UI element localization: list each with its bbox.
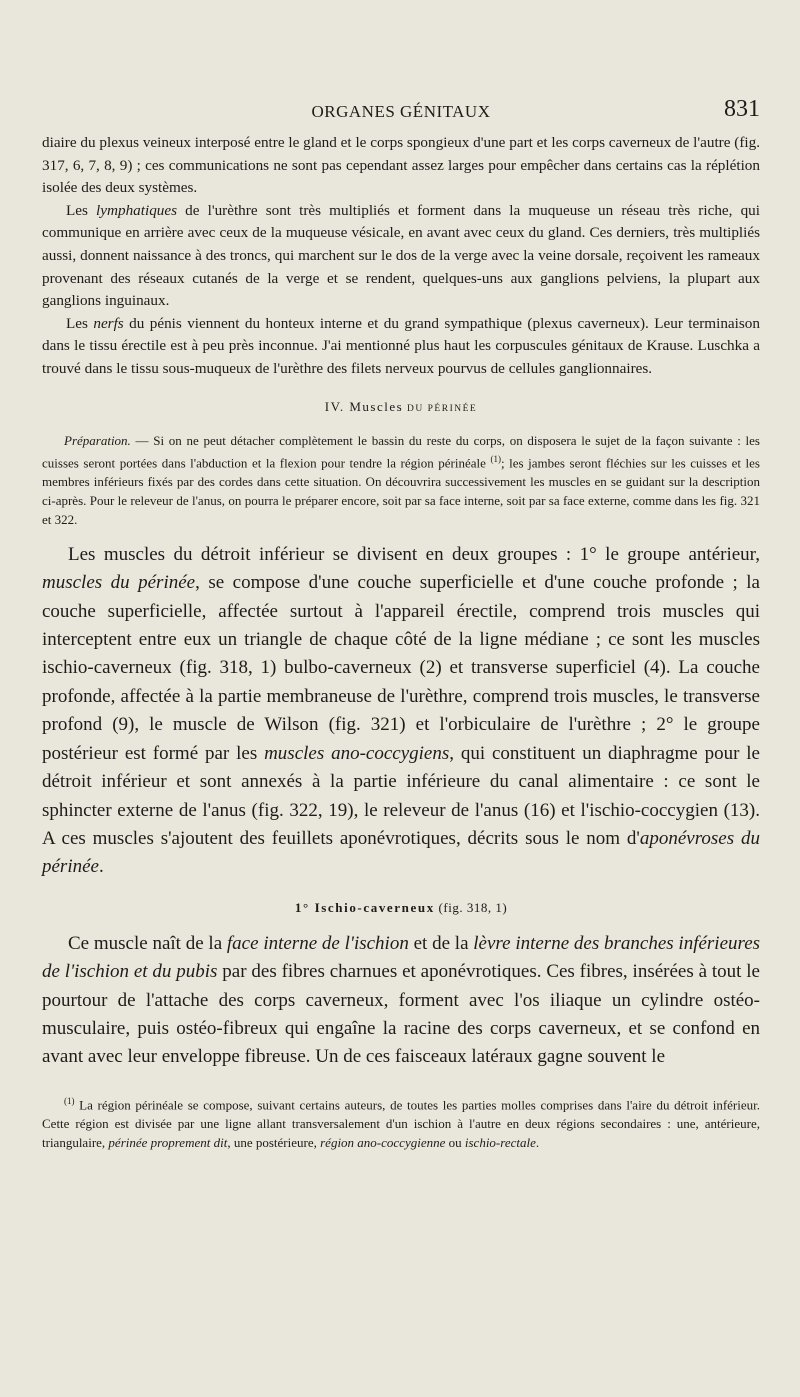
paragraph-text: diaire du plexus veineux interposé entre le gland et le corps spongieux d'une part et les corps caverneux de l'autre (fig. 317, 6, 7, 8, 9) ; ces communications ne sont pas cependant assez larges pour empêcher dans certains cas la réplétion isolée des deux systèmes. (42, 134, 760, 197)
section-title-word: Muscles (349, 398, 404, 414)
paragraph-ischio-caverneux (42, 930, 760, 1072)
paragraph-text: Les (66, 314, 94, 332)
paragraph-text: . (98, 856, 104, 878)
book-page (0, 90, 800, 1397)
paragraph-text: et de la (408, 932, 474, 954)
footnote (42, 1092, 760, 1152)
italic-term: muscles ano-coccygiens (264, 742, 450, 764)
subheading-ischio-caverneux (42, 900, 760, 916)
paragraph-muscles-groups (42, 541, 760, 882)
paragraph-text: de l'urèthre sont très multipliés et forment dans la muqueuse un réseau très riche, qui communique en arrière avec ceux de la muqueuse vésicale, en avant avec ceux du gland. Ces derniers, très multipliés aussi, donnent naissance à des troncs, qui marchent sur le dos de la verge avec la veine dorsale, reçoivent les rameaux provenant des réseaux cutanés de la verge et se rendent, quelques-uns aux ganglions pelviens, la plupart aux ganglions inguinaux. (42, 201, 760, 310)
preparation-text: ; les jambes seront fléchies sur les cuisses et les membres inférieurs fixés par des cordes dans cette situation. On découvrira successivement les muscles en se guidant sur la description ci-après. Pour le releveur de l'anus, on pourra le préparer encore, soit par sa face interne, soit par sa face externe, comme dans les fig. 321 et 322. (42, 454, 760, 527)
paragraph-text: , se compose d'une couche superficielle et d'une couche profonde ; la couche superficielle, affectée surtout à l'appareil érectile, comprend trois muscles qui interceptent entre eux un triangle de chaque côté de la ligne médiane ; ce sont les muscles ischio-caverneux (fig. 318, 1) bulbo-caverneux (2) et transverse superficiel (4). La couche profonde, affectée à la partie membraneuse de l'urèthre, comprend trois muscles, le transverse profond (9), le muscle de Wilson (fig. 321) et l'orbiculaire de l'urèthre ; 2° le groupe postérieur est formé par les (42, 572, 760, 764)
paragraph-text: , qui constituent un diaphragme pour le détroit inférieur et sont annexés à la partie inférieure du canal alimentaire : ce sont le sphincter externe de l'anus (fig. 322, 19), le releveur de l'anus (16) et l'ischio-coccygien (13). A ces muscles s'ajoutent des feuillets aponévrotiques, décrits sous le nom d' (42, 742, 760, 849)
footnote-mark: (1) (64, 1095, 75, 1106)
preparation-label: Préparation. (64, 432, 131, 448)
paragraph-plexus (42, 132, 760, 200)
footnote-mark: (1) (490, 453, 501, 464)
paragraph-lymphatiques (42, 200, 760, 313)
footnote-text: , une postérieure, (227, 1135, 321, 1151)
page-number: 831 (724, 96, 760, 122)
footnote-text: . (535, 1135, 540, 1151)
italic-term: périnée proprement dit (108, 1135, 228, 1151)
preparation-note (42, 431, 760, 529)
footnote-text: La région périnéale se compose, suivant certains auteurs, de toutes les parties molles comprises dans l'aire du détroit inférieur. Cette région est divisée par une ligne allant transversalement d'un ischion à l'autre en deux régions secondaires : une, antérieure, triangulaire, (42, 1097, 760, 1151)
italic-term: ischio-rectale (464, 1135, 536, 1151)
footnote-text: ou (445, 1135, 465, 1151)
italic-term: nerfs (93, 314, 124, 332)
italic-term: face interne de l'ischion (226, 932, 409, 954)
subheading-title: 1° Ischio-caverneux (294, 899, 435, 915)
running-head (42, 90, 760, 126)
paragraph-nerfs (42, 313, 760, 381)
italic-term: aponévroses du périnée (42, 827, 760, 878)
paragraph-text: par des fibres charnues et aponévrotiques. Ces fibres, insérées à tout le pourtour de l'attache des corps caverneux, forment avec l'os iliaque un cylindre ostéo-musculaire, puis ostéo-fibreux qui engaîne la racine des corps caverneux, et se confond en avant avec leur enveloppe fibreuse. Un de ces faisceaux latéraux gagne souvent le (42, 961, 760, 1068)
italic-term: lymphatiques (96, 201, 178, 219)
section-numeral: IV. (324, 398, 350, 414)
section-title-smallcaps: DU PÉRINÉE (403, 403, 478, 414)
italic-term: muscles du périnée (42, 572, 196, 594)
paragraph-text: du pénis viennent du honteux interne et du grand sympathique (plexus caverneux). Leur terminaison dans le tissu érectile est à peu près inconnue. J'ai mentionné plus haut les corpuscules génitaux de Krause. Luschka a trouvé dans le tissu sous-muqueux de l'urèthre des filets nerveux pourvus de cellules ganglionnaires. (42, 314, 760, 377)
lead-section (42, 132, 760, 381)
section-heading (42, 399, 760, 415)
subheading-figure-ref: (fig. 318, 1) (434, 899, 508, 915)
running-title: ORGANES GÉNITAUX (311, 102, 491, 121)
italic-term: région ano-coccygienne (320, 1135, 446, 1151)
paragraph-text: Ce muscle naît de la (68, 932, 227, 954)
preparation-text: — Si on ne peut détacher complètement le bassin du reste du corps, on disposera le sujet de la façon suivante : les cuisses seront portées dans l'abduction et la flexion pour tendre la région périnéale (42, 432, 760, 470)
italic-term: lèvre interne des branches inférieures de l'ischion et du pubis (42, 932, 761, 983)
paragraph-text: Les (66, 201, 97, 219)
paragraph-text: Les muscles du détroit inférieur se divisent en deux groupes : 1° le groupe antérieur, (68, 543, 760, 565)
